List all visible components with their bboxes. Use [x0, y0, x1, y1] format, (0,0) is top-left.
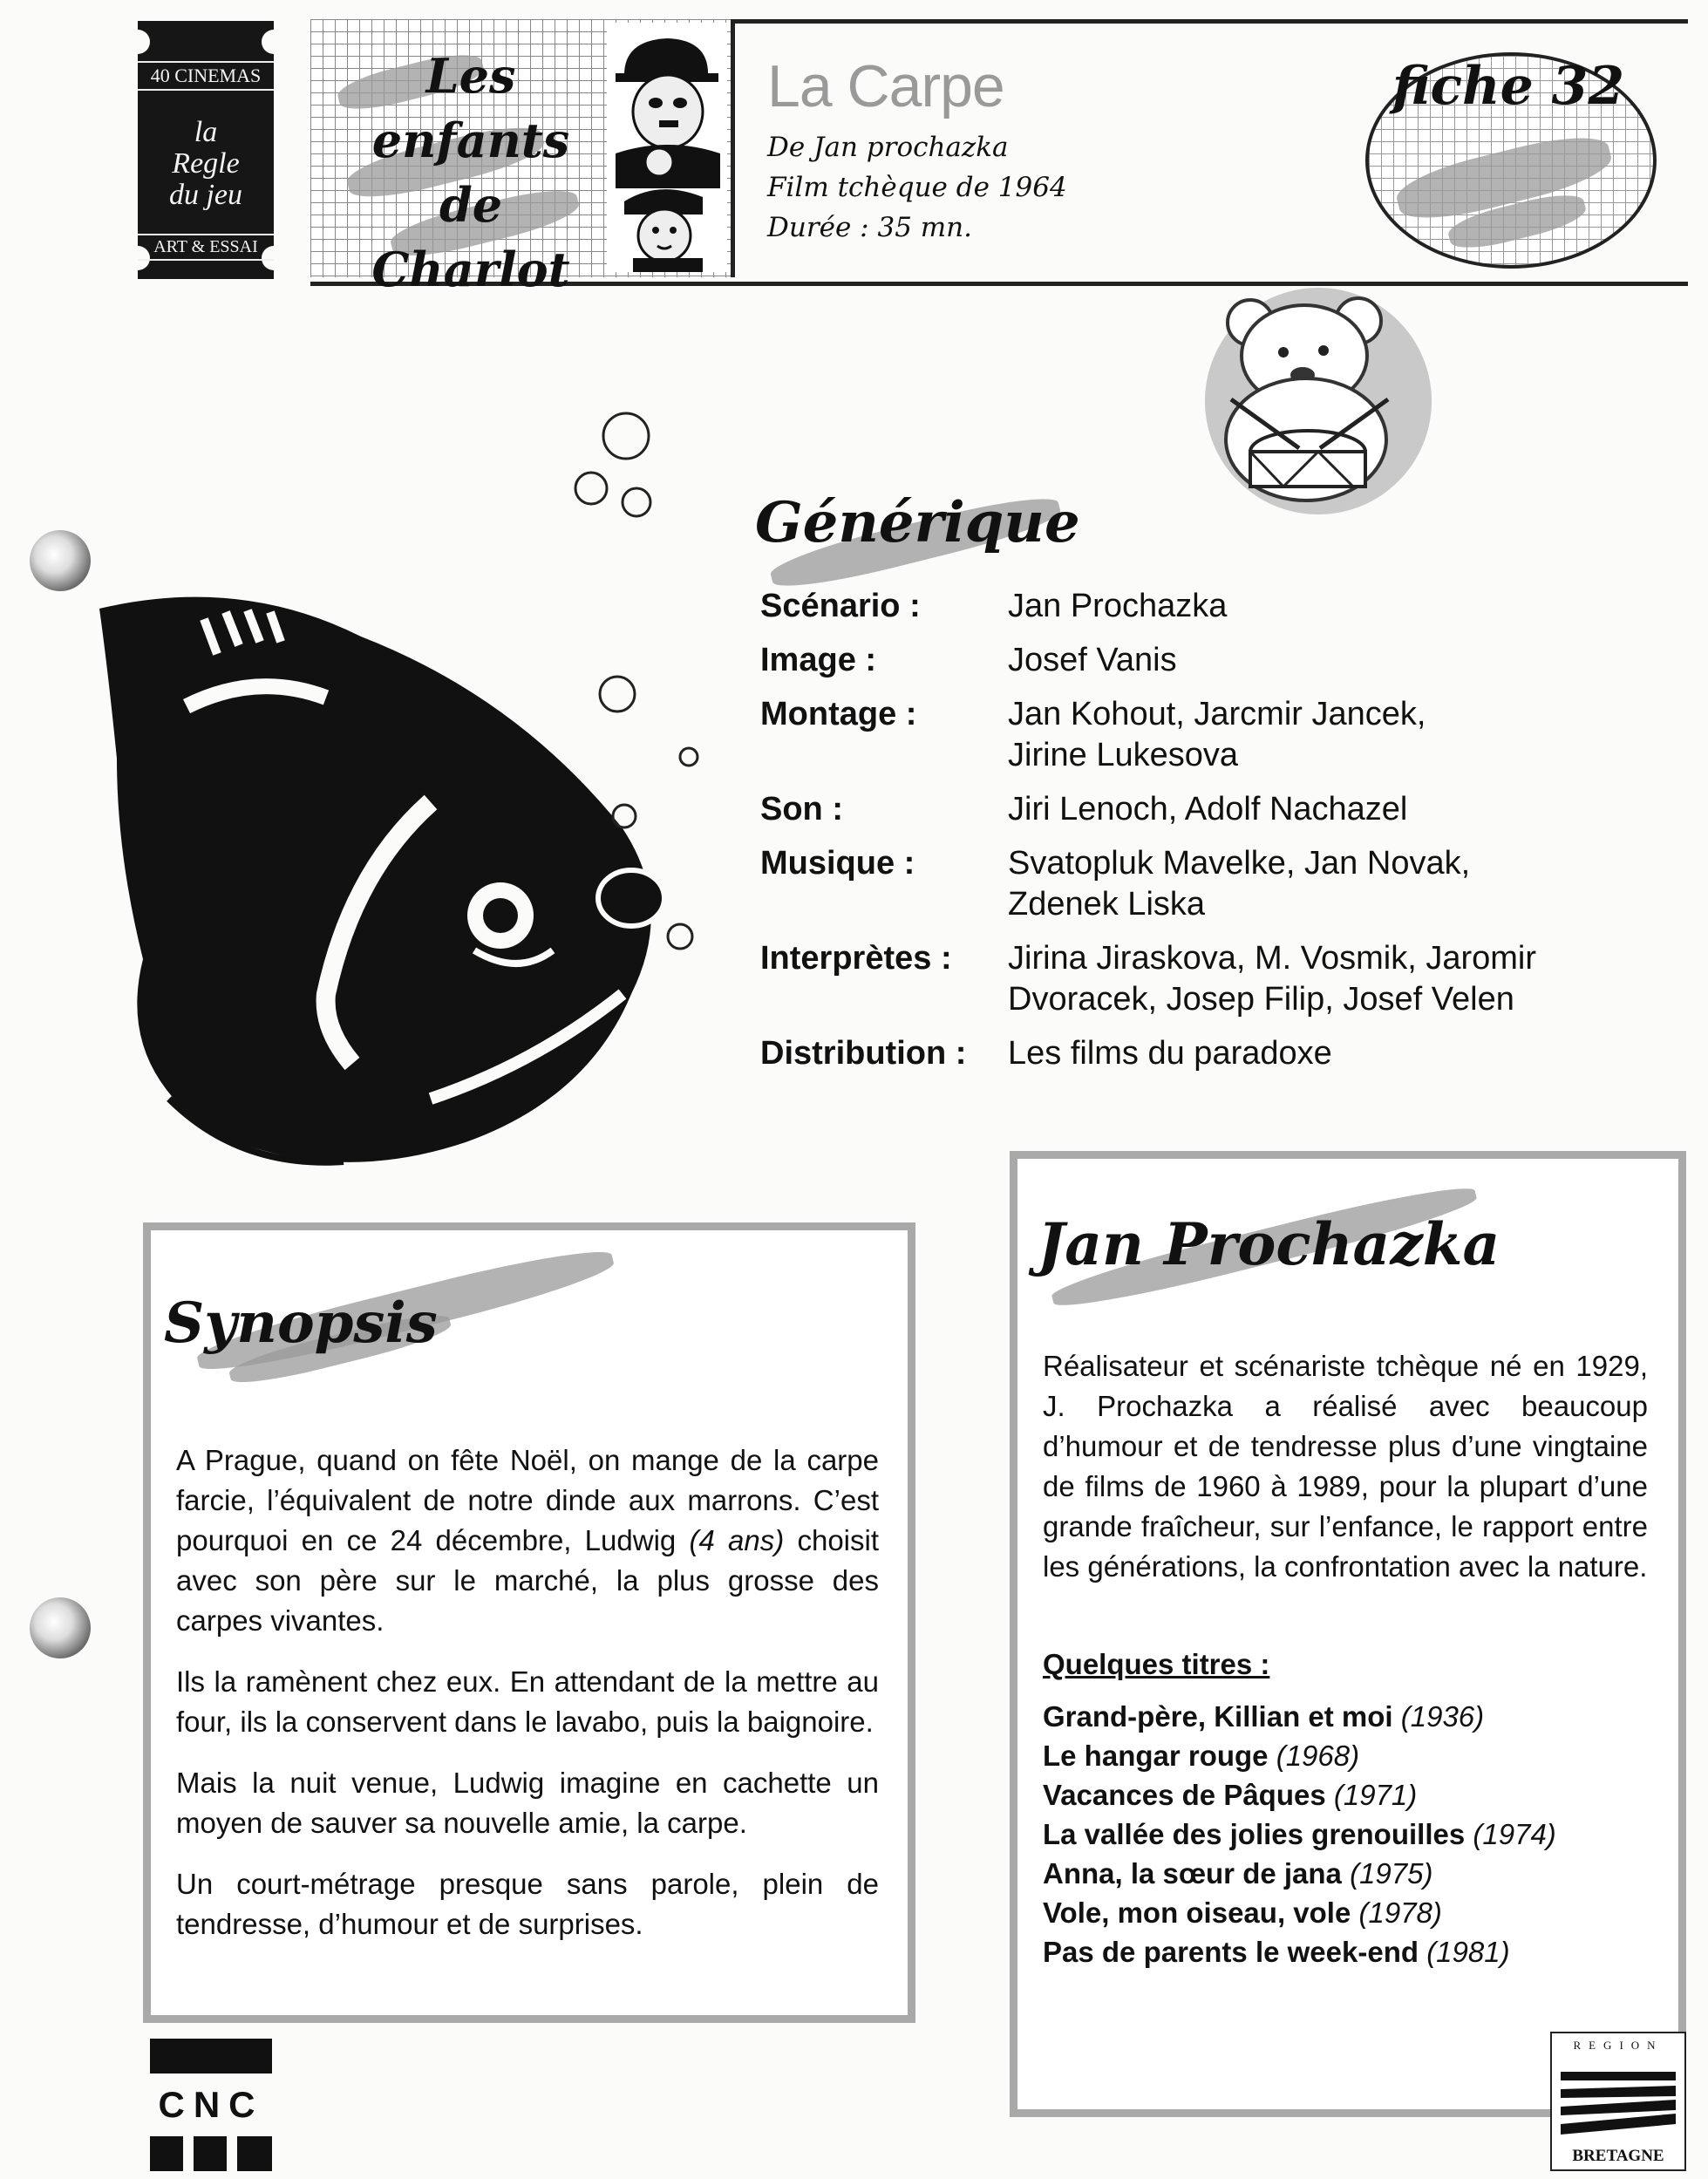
film-origin: Film tchèque de 1964 — [767, 172, 1067, 203]
bretagne-label: BRETAGNE — [1572, 2147, 1664, 2165]
ticket-notch — [262, 30, 286, 54]
film-year: (1978) — [1358, 1896, 1442, 1929]
synopsis-paragraph: Un court-métrage presque sans parole, plein de tendresse, d’humour et de surprises. — [176, 1868, 879, 1940]
filmography-item — [1043, 1893, 1556, 1932]
region-bretagne-logo — [1550, 2032, 1686, 2171]
credit-label: Son : — [760, 791, 843, 827]
synopsis-paragraph: Mais la nuit venue, Ludwig imagine en cachette un moyen de sauver sa nouvelle amie, la carpe. — [176, 1767, 879, 1839]
series-title — [327, 44, 615, 302]
credit-row — [760, 938, 1636, 1020]
film-title-item: Vacances de Pâques — [1043, 1779, 1326, 1811]
ticket-line-regle — [138, 117, 274, 211]
filmography-item — [1043, 1697, 1556, 1736]
film-info — [767, 127, 1067, 248]
ticket-word: la — [194, 116, 218, 148]
synopsis-paragraph — [176, 1440, 879, 1641]
series-title-line: de — [439, 177, 503, 233]
binder-hole — [30, 530, 91, 591]
filmography-list — [1043, 1697, 1556, 1971]
cnc-logo — [150, 2039, 272, 2175]
synopsis-text-run: choisit avec son père sur le marché, la plus grosse des carpes vivantes. — [176, 1524, 880, 1637]
ticket-line-art-essai: ART & ESSAI — [138, 234, 274, 261]
credit-label: Montage : — [760, 696, 917, 732]
credit-label: Musique : — [760, 845, 915, 882]
ticket-word: Regle — [172, 147, 240, 180]
film-year: (1971) — [1333, 1779, 1418, 1811]
titles-heading: Quelques titres : — [1043, 1648, 1270, 1680]
binder-hole — [30, 1597, 91, 1658]
filmography-item — [1043, 1815, 1556, 1854]
synopsis-text — [176, 1440, 879, 1965]
credit-value: Jan Kohout, Jarcmir Jancek, Jirine Lukesova — [1008, 696, 1426, 773]
bretagne-emblem-icon — [1561, 2063, 1676, 2138]
series-title-line: Charlot — [371, 242, 570, 297]
film-title-item: La vallée des jolies grenouilles — [1043, 1818, 1466, 1850]
credit-label: Distribution : — [760, 1035, 967, 1072]
chaplin-kid-illustration — [607, 23, 727, 272]
film-year: (1981) — [1426, 1936, 1510, 1968]
credit-row — [760, 843, 1636, 925]
credit-value: Jan Prochazka — [1008, 588, 1228, 624]
credit-value: Les films du paradoxe — [1008, 1035, 1332, 1072]
fiche-number: fiche 32 — [1392, 56, 1625, 117]
director-name-title: Jan Prochazka — [1038, 1210, 1500, 1278]
cnc-logo-text: CNC — [158, 2084, 264, 2125]
generique-title: Générique — [755, 490, 1080, 555]
director-bio-text: Réalisateur et scénariste tchèque né en 1929, J. Prochazka a réalisé avec beaucoup d’humour et de tendresse plus d’une vingtaine de films de 1960 à 1989, pour la plupart d’une grande fraîcheur, sur l’enfance, le rapport entre les générations, la confrontation avec la nature. — [1043, 1350, 1648, 1583]
credit-value: Svatopluk Mavelke, Jan Novak, Zdenek Liska — [1008, 845, 1471, 923]
ticket-word: du jeu — [168, 179, 243, 211]
bubbles-illustration — [568, 408, 699, 956]
credit-label: Scénario : — [760, 588, 921, 624]
film-title-item: Pas de parents le week-end — [1043, 1936, 1419, 1968]
credits-list — [760, 586, 1636, 1087]
filmography-item — [1043, 1932, 1556, 1971]
credit-row — [760, 640, 1636, 681]
film-year: (1936) — [1400, 1700, 1485, 1733]
filmography-item — [1043, 1736, 1556, 1775]
credit-row — [760, 789, 1636, 830]
teddy-bear-drum-illustration — [1196, 277, 1433, 516]
series-title-line: Les enfants — [371, 48, 570, 168]
synopsis-paragraph: Ils la ramènent chez eux. En attendant de la mettre au four, ils la conservent dans le lavabo, puis la baignoire. — [176, 1665, 879, 1738]
credit-row — [760, 586, 1636, 627]
credit-label: Image : — [760, 642, 877, 678]
credit-row — [760, 694, 1636, 776]
film-title-item: Grand-père, Killian et moi — [1043, 1700, 1393, 1733]
film-title-item: Vole, mon oiseau, vole — [1043, 1896, 1351, 1929]
film-year: (1975) — [1350, 1857, 1433, 1890]
film-title-item: Le hangar rouge — [1043, 1740, 1269, 1772]
credit-label: Interprètes : — [760, 940, 952, 977]
film-year: (1968) — [1276, 1740, 1360, 1772]
film-duration: Durée : 35 mn. — [767, 212, 972, 243]
ticket-line-cinemas: 40 CINEMAS — [138, 61, 274, 91]
ticket-notch — [126, 30, 150, 54]
region-label: REGION — [1573, 2039, 1664, 2052]
synopsis-age: (4 ans) — [689, 1524, 785, 1556]
film-title-item: Anna, la sœur de jana — [1043, 1857, 1342, 1890]
filmography-item — [1043, 1775, 1556, 1815]
synopsis-text-run: A Prague, quand on fête Noël, on mange de la carpe farcie, l’équivalent de notre dinde aux marrons. C’est pourquoi en ce 24 décembre, Ludwig — [176, 1444, 879, 1556]
cinema-ticket-logo — [138, 21, 274, 279]
synopsis-title: Synopsis — [164, 1290, 438, 1356]
film-year: (1974) — [1473, 1818, 1556, 1850]
credit-value: Jiri Lenoch, Adolf Nachazel — [1008, 791, 1408, 827]
film-title: La Carpe — [767, 53, 1004, 119]
filmography-item — [1043, 1854, 1556, 1893]
credit-value: Josef Vanis — [1008, 642, 1177, 678]
film-director: De Jan prochazka — [767, 132, 1009, 163]
credit-value: Jirina Jiraskova, M. Vosmik, Jaromir Dvoracek, Josep Filip, Josef Velen — [1008, 940, 1537, 1018]
credit-row — [760, 1033, 1636, 1074]
